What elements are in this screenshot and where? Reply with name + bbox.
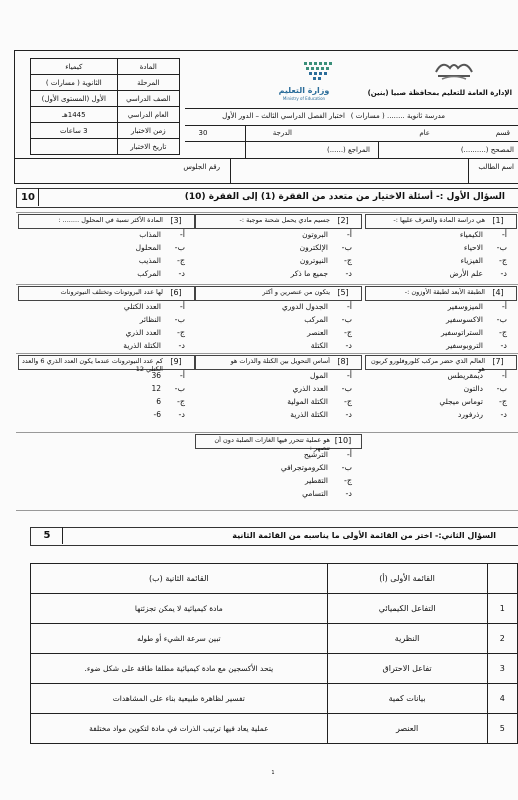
corrector-label: المصحح (..........)	[460, 146, 514, 154]
time-value: 3 ساعات	[31, 123, 118, 139]
class-label: الصف الدراسي	[117, 91, 179, 107]
header-top-rule	[14, 50, 518, 51]
exam-info-grid	[30, 58, 180, 155]
row-number: 3	[487, 654, 517, 684]
year-label: العام الدراسي	[117, 107, 179, 123]
option-letter: ج-	[176, 397, 185, 406]
option-letter: أ-	[179, 371, 185, 380]
option-letter: ب-	[496, 315, 507, 324]
option-text[interactable]: الكروموتجرافي	[280, 463, 328, 472]
option-letter: أ-	[346, 302, 352, 311]
ministry-name-en: Ministry of Education	[282, 96, 326, 101]
option-letter: ج-	[498, 256, 507, 265]
option-text[interactable]: ديمقريطس	[447, 371, 483, 380]
option-letter: د-	[500, 269, 507, 278]
year-value: 1445هـ	[31, 107, 118, 123]
q1-item-stem: هي دراسة المادة والتعرف عليها :-	[393, 216, 485, 224]
row-rule-3	[185, 141, 518, 142]
option-letter: ج-	[498, 397, 507, 406]
option-letter: ب-	[496, 243, 507, 252]
option-letter: ج-	[176, 256, 185, 265]
q1-title: السؤال الأول :- أسئلة الاختيار من متعدد من الفقرة (1) إلى الفقرة (10)	[184, 192, 505, 202]
option-letter: ب-	[174, 384, 185, 393]
q1-item-stem: لها عدد البروتونات وتختلف النيوترونات	[60, 288, 163, 296]
option-text[interactable]: المذيب	[138, 256, 161, 265]
q1-item-stem: يتكون من عنصرين و أكثر	[262, 288, 330, 296]
col-a-header: القائمة الأولى (أ)	[327, 564, 487, 594]
row-number: 1	[487, 594, 517, 624]
option-letter: أ-	[501, 230, 507, 239]
option-text[interactable]: المذاب	[139, 230, 161, 239]
row-rule-1	[185, 108, 518, 109]
option-text[interactable]: الميزوسفير	[447, 302, 483, 311]
option-letter: ب-	[341, 315, 352, 324]
row-rule-2	[185, 125, 518, 126]
option-text[interactable]: العدد الذري	[125, 328, 161, 337]
matching-row	[31, 594, 518, 624]
option-letter: أ-	[501, 302, 507, 311]
q1-item-stem: كم عدد النيوترونات عندما يكون العدد الذري 6 والعدد الكتلي 12	[21, 357, 163, 373]
option-text[interactable]: الاحياء	[463, 243, 483, 252]
q1-score-divider	[38, 188, 39, 206]
row-number: 4	[487, 684, 517, 714]
option-text[interactable]: الكتلة الذرية	[123, 341, 161, 350]
header-bottom-rule	[14, 183, 518, 184]
option-letter: ج-	[343, 328, 352, 337]
col-a-cell: النظرية	[327, 624, 487, 654]
ministry-name-ar: وزارة التعليم	[278, 86, 330, 95]
col-b-header: القائمة الثانية (ب)	[31, 564, 328, 594]
col-rule-b	[378, 141, 379, 158]
option-letter: ب-	[174, 315, 185, 324]
q1-row-rule	[16, 212, 518, 213]
option-text[interactable]: العدد الذري	[292, 384, 328, 393]
option-text[interactable]: النيوترون	[299, 256, 328, 265]
q1-item-number: [6]	[170, 288, 182, 297]
option-text[interactable]: العنصر	[307, 328, 328, 337]
col-b-cell: تفسير لظاهرة طبيعية بناء على المشاهدات	[31, 684, 328, 714]
option-letter: د-	[178, 269, 185, 278]
option-text[interactable]: الاكسوسفير	[446, 315, 483, 324]
option-letter: أ-	[346, 230, 352, 239]
seat-label: رقم الجلوس	[183, 163, 220, 171]
col-rule-a	[245, 125, 246, 158]
q1-item-number: [4]	[492, 288, 504, 297]
col-a-cell: تفاعل الاحتراق	[327, 654, 487, 684]
q1-score: 10	[21, 192, 35, 203]
stage-label: المرحلة	[117, 75, 179, 91]
option-text[interactable]: الكيمياء	[459, 230, 483, 239]
subject-label: المادة	[117, 59, 179, 75]
q1-item-number: [10]	[334, 436, 352, 445]
section-label: قسم	[495, 129, 510, 137]
option-letter: ج-	[176, 328, 185, 337]
option-text[interactable]: الكتلة الذرية	[290, 410, 328, 419]
option-text[interactable]: النظائر	[139, 315, 161, 324]
num-header	[487, 564, 517, 594]
class-value: الأول (المستوى الأول)	[31, 91, 118, 107]
col-a-cell: العنصر	[327, 714, 487, 744]
option-text[interactable]: التقطير	[305, 476, 328, 485]
matching-row	[31, 654, 518, 684]
education-admin-line: الإدارة العامة للتعليم بمحافظة صبيا (بنين)	[367, 89, 512, 97]
option-letter: ج-	[498, 328, 507, 337]
option-letter: أ-	[501, 371, 507, 380]
option-text[interactable]: التسامي	[302, 489, 328, 498]
q1-item-number: [3]	[170, 216, 182, 225]
option-letter: أ-	[346, 450, 352, 459]
option-letter: ج-	[343, 256, 352, 265]
option-letter: د-	[178, 341, 185, 350]
q1-row-rule	[16, 284, 518, 285]
option-letter: ب-	[341, 243, 352, 252]
option-text[interactable]: توماس ميجلي	[439, 397, 483, 406]
option-text[interactable]: الجدول الدوري	[281, 302, 328, 311]
q1-row-rule	[16, 510, 518, 511]
option-letter: ب-	[341, 463, 352, 472]
ministry-logo-icon	[302, 60, 334, 86]
matching-row	[31, 684, 518, 714]
section-value: عام	[419, 129, 430, 137]
option-letter: ج-	[343, 476, 352, 485]
matching-row	[31, 714, 518, 744]
col-rule-d	[468, 158, 469, 183]
option-text[interactable]: الكتلة	[310, 341, 328, 350]
option-letter: د-	[500, 341, 507, 350]
row-number: 5	[487, 714, 517, 744]
q1-item-number: [5]	[337, 288, 349, 297]
option-text[interactable]: دالتون	[463, 384, 483, 393]
exam-title: اختبار الفصل الدراسي الثالث – الدور الأول	[222, 112, 345, 120]
option-text[interactable]: الترشيح	[303, 450, 328, 459]
option-text[interactable]: الإلكترون	[299, 243, 328, 252]
option-letter: ب-	[341, 384, 352, 393]
row-number: 2	[487, 624, 517, 654]
option-text[interactable]: علم الأرض	[449, 269, 483, 278]
option-text[interactable]: المركب	[137, 269, 161, 278]
option-letter: ب-	[496, 384, 507, 393]
option-text[interactable]: جميع ما ذكر	[290, 269, 328, 278]
q1-row-rule	[16, 432, 518, 433]
matching-row	[31, 624, 518, 654]
option-text[interactable]: الستراتوسفير	[441, 328, 483, 337]
option-letter: د-	[178, 410, 185, 419]
time-label: زمن الاختبار	[117, 123, 179, 139]
option-text[interactable]: 36	[151, 371, 161, 380]
header-left-rule	[14, 50, 15, 183]
kingdom-emblem-icon	[432, 56, 476, 82]
q2-title: السؤال الثاني:- اختر من القائمة الأولى ما يناسبه من القائمة الثانية	[232, 531, 496, 540]
stage-value: الثانوية ( مسارات )	[31, 75, 118, 91]
q1-item-stem: أساس التحويل بين الكتلة والذرات هو	[230, 357, 330, 365]
q1-item-number: [7]	[492, 357, 504, 366]
option-letter: ب-	[174, 243, 185, 252]
col-b-cell: عملية يعاد فيها ترتيب الذرات في مادة لتكوين مواد مختلفة	[31, 714, 328, 744]
q1-item-stem: الطبقة الأبعد لطبقة الأوزون :-	[404, 288, 485, 296]
option-letter: أ-	[179, 230, 185, 239]
option-letter: د-	[500, 410, 507, 419]
col-a-cell: بيانات كمية	[327, 684, 487, 714]
q1-item-stem: جسيم مادي يحمل شحنة موجبة :-	[239, 216, 330, 224]
q1-item-number: [9]	[170, 357, 182, 366]
option-text[interactable]: الكتلة المولية	[287, 397, 328, 406]
col-b-cell: يتحد الأكسجين مع مادة كيميائية مطلقا طاقة على شكل ضوء.	[31, 654, 328, 684]
option-letter: أ-	[179, 302, 185, 311]
q1-item-number: [1]	[492, 216, 504, 225]
col-b-cell: تبين سرعة الشيء أو طوله	[31, 624, 328, 654]
col-b-cell: مادة كيميائية لا يمكن تجزئتها	[31, 594, 328, 624]
subject-value: كيمياء	[31, 59, 118, 75]
option-text[interactable]: الفيزياء	[460, 256, 483, 265]
q1-item-stem: العالم الذي حضر مركب كلوروفلورو كربون هو	[370, 357, 485, 373]
school-name: مدرسة ثانوية ........ ( مسارات )	[350, 112, 445, 120]
option-letter: ج-	[343, 397, 352, 406]
option-letter: أ-	[346, 371, 352, 380]
option-text[interactable]: المركب	[304, 315, 328, 324]
q1-row-rule	[16, 353, 518, 354]
matching-table	[30, 563, 518, 744]
col-rule-c	[230, 158, 231, 183]
q1-item-stem: هو عملية تتحرر فيها الغازات الصلبة دون أن تنصهر :	[214, 436, 330, 452]
option-text[interactable]: 6-	[153, 410, 161, 419]
option-letter: د-	[345, 269, 352, 278]
page-number: 1	[271, 770, 275, 776]
q2-score-divider	[62, 527, 63, 544]
col-a-cell: التفاعل الكيميائي	[327, 594, 487, 624]
student-name-label: اسم الطالب	[478, 163, 514, 171]
option-text[interactable]: البروتون	[302, 230, 328, 239]
option-letter: د-	[345, 341, 352, 350]
option-letter: د-	[345, 489, 352, 498]
date-label: تاريخ الاختبار	[117, 139, 179, 155]
q1-item-stem: المادة الأكثر نسبة في المحلول ........ :	[58, 216, 163, 224]
grade-label: الدرجة	[272, 129, 292, 137]
reviewer-label: المراجع (......)	[326, 146, 370, 154]
q1-item-number: [2]	[337, 216, 349, 225]
option-text[interactable]: العدد الكتلي	[123, 302, 161, 311]
option-text[interactable]: المحلول	[135, 243, 161, 252]
q1-item-number: [8]	[337, 357, 349, 366]
option-text[interactable]: 6	[156, 397, 161, 406]
option-text[interactable]: 12	[151, 384, 161, 393]
grade-value: 30	[198, 129, 208, 137]
option-text[interactable]: رذرفورد	[457, 410, 483, 419]
option-text[interactable]: المول	[309, 371, 328, 380]
date-value	[31, 139, 118, 155]
row-rule-4	[14, 158, 518, 159]
option-letter: د-	[345, 410, 352, 419]
q2-score: 5	[43, 530, 51, 541]
option-text[interactable]: التروبوسفير	[446, 341, 483, 350]
